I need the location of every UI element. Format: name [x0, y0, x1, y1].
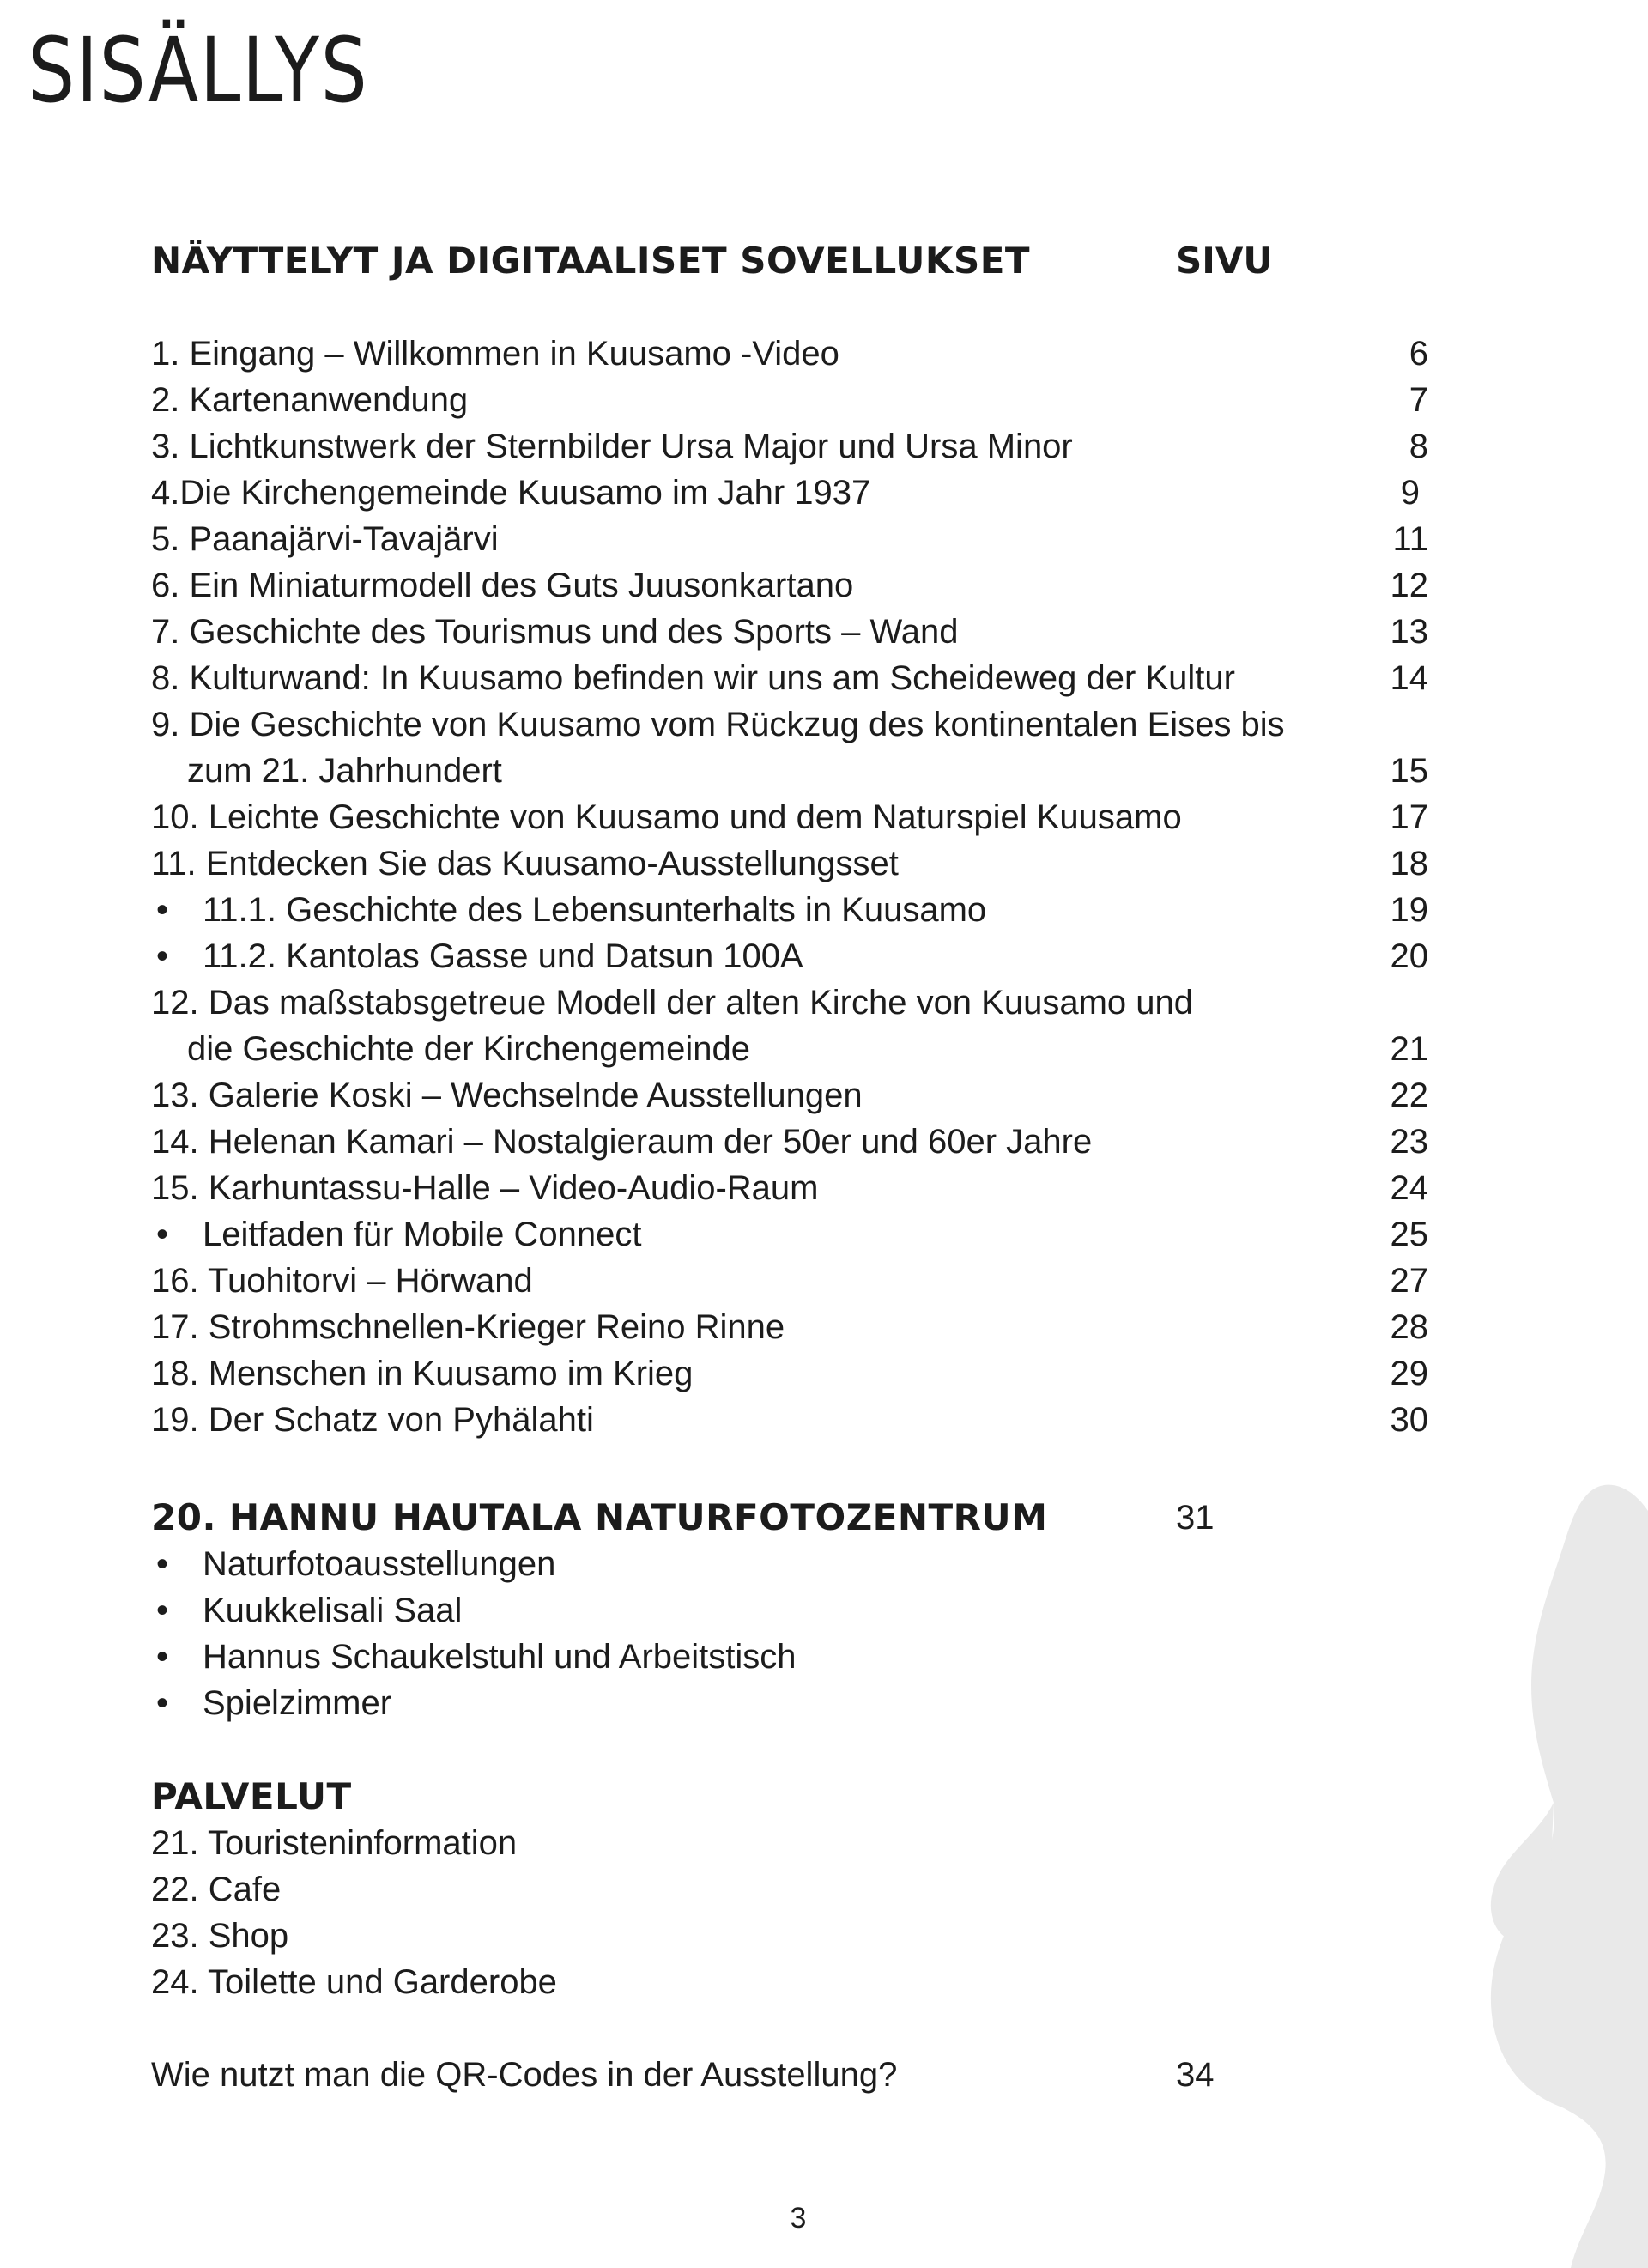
toc-entry[interactable]	[151, 470, 1428, 516]
item-text: 23. Shop	[151, 1917, 289, 1955]
toc-entry-page: 8	[1409, 428, 1428, 465]
service-item[interactable]	[151, 1866, 1428, 1913]
toc-entry[interactable]	[151, 1072, 1428, 1119]
toc-entry[interactable]	[151, 1119, 1428, 1165]
toc-entry[interactable]	[151, 423, 1428, 470]
toc-subentry[interactable]	[151, 1211, 1428, 1258]
toc-entry-page: 19	[1390, 891, 1428, 929]
toc-entry-page: 15	[1390, 752, 1428, 790]
bullet-icon: •	[156, 937, 169, 975]
toc-subentry[interactable]	[151, 887, 1428, 933]
service-item[interactable]	[151, 1913, 1428, 1959]
toc-entry[interactable]	[151, 1165, 1428, 1211]
toc-entry-page: 30	[1390, 1401, 1428, 1439]
toc-entry-page: 7	[1409, 381, 1428, 419]
toc-entry[interactable]	[151, 609, 1428, 655]
toc-entry[interactable]	[151, 1258, 1428, 1304]
page-number: 3	[790, 2202, 807, 2235]
page-title: SISÄLLYS	[28, 18, 369, 123]
toc-entry-page: 14	[1390, 659, 1428, 697]
toc-entry-text: zum 21. Jahrhundert	[187, 752, 502, 790]
toc-entry[interactable]	[151, 562, 1428, 609]
toc-entry-text: 11.1. Geschichte des Lebensunterhalts in Kuusamo	[203, 891, 987, 929]
toc-entry-text: 11. Entdecken Sie das Kuusamo-Ausstellungsset	[151, 845, 899, 882]
toc-entry-page: 12	[1390, 567, 1428, 604]
section-heading-exhibitions: NÄYTTELYT JA DIGITAALISET SOVELLUKSET	[151, 240, 1031, 282]
toc-entry-page: 24	[1390, 1169, 1428, 1207]
toc-entry-page: 9	[1400, 474, 1420, 512]
bullet-icon: •	[156, 1216, 169, 1253]
toc-subentry[interactable]	[151, 933, 1428, 979]
bullet-icon: •	[156, 1684, 169, 1722]
toc-entry-page: 25	[1390, 1216, 1428, 1253]
qr-codes-entry[interactable]	[151, 2052, 1428, 2098]
toc-entry-text: 10. Leichte Geschichte von Kuusamo und dem Naturspiel Kuusamo	[151, 798, 1182, 836]
toc-entry-continuation[interactable]	[151, 748, 1428, 794]
toc-entry-page: 27	[1390, 1262, 1428, 1300]
toc-entry-page: 28	[1390, 1308, 1428, 1346]
bear-watermark-icon	[1468, 1477, 1648, 2268]
toc-entry-continuation[interactable]	[151, 1026, 1428, 1072]
toc-entry-page: 29	[1390, 1355, 1428, 1392]
toc-entry[interactable]	[151, 1397, 1428, 1443]
toc-entry-text: 16. Tuohitorvi – Hörwand	[151, 1262, 533, 1300]
toc-entry[interactable]	[151, 840, 1428, 887]
toc-entry-page: 21	[1390, 1030, 1428, 1068]
section2-item[interactable]	[151, 1541, 1428, 1587]
toc-entry-page: 13	[1390, 613, 1428, 651]
toc-entry[interactable]	[151, 794, 1428, 840]
toc-entry-page: 23	[1390, 1123, 1428, 1161]
toc-entry-page: 20	[1390, 937, 1428, 975]
toc-entry[interactable]	[151, 377, 1428, 423]
bullet-icon: •	[156, 1545, 169, 1583]
toc-entry-text: 12. Das maßstabsgetreue Modell der alten Kirche von Kuusamo und	[151, 984, 1194, 1022]
toc-entry-page: 11	[1392, 520, 1428, 558]
toc-entry-text: 5. Paanajärvi-Tavajärvi	[151, 520, 499, 558]
section2-item[interactable]	[151, 1680, 1428, 1726]
toc-entry-text: 9. Die Geschichte von Kuusamo vom Rückzug des kontinentalen Eises bis	[151, 706, 1285, 743]
toc-entry-text: 14. Helenan Kamari – Nostalgieraum der 50er und 60er Jahre	[151, 1123, 1093, 1161]
toc-entry[interactable]	[151, 979, 1428, 1026]
item-text: Naturfotoausstellungen	[203, 1545, 556, 1583]
toc-entry-page: 18	[1390, 845, 1428, 882]
item-text: Hannus Schaukelstuhl und Arbeitstisch	[203, 1638, 797, 1676]
toc-entry[interactable]	[151, 1350, 1428, 1397]
toc-entry-text: 18. Menschen in Kuusamo im Krieg	[151, 1355, 694, 1392]
toc-entry[interactable]	[151, 1304, 1428, 1350]
toc-entry-text: 1. Eingang – Willkommen in Kuusamo -Video	[151, 335, 839, 373]
toc-entry[interactable]	[151, 655, 1428, 701]
section-heading-nature-photo-centre: 20. HANNU HAUTALA NATURFOTOZENTRUM	[151, 1496, 1048, 1538]
item-text: 21. Touristeninformation	[151, 1824, 518, 1862]
toc-entry-text: 8. Kulturwand: In Kuusamo befinden wir uns am Scheideweg der Kultur	[151, 659, 1235, 697]
section2-item[interactable]	[151, 1634, 1428, 1680]
section-page-number: 31	[1176, 1499, 1215, 1537]
item-text: 22. Cafe	[151, 1871, 282, 1908]
service-item[interactable]	[151, 1959, 1428, 2005]
toc-entry-text: 13. Galerie Koski – Wechselnde Ausstellungen	[151, 1076, 863, 1114]
toc-entry-text: Leitfaden für Mobile Connect	[203, 1216, 642, 1253]
toc-entry-text: 19. Der Schatz von Pyhälahti	[151, 1401, 594, 1439]
toc-entry-text: 3. Lichtkunstwerk der Sternbilder Ursa Major und Ursa Minor	[151, 428, 1073, 465]
toc-entry-text: 7. Geschichte des Tourismus und des Sports – Wand	[151, 613, 959, 651]
item-text: Wie nutzt man die QR-Codes in der Ausstellung?	[151, 2056, 898, 2094]
toc-entry-text: die Geschichte der Kirchengemeinde	[187, 1030, 750, 1068]
bullet-icon: •	[156, 891, 169, 929]
item-text: 24. Toilette und Garderobe	[151, 1963, 557, 2001]
toc-entry-page: 22	[1390, 1076, 1428, 1114]
toc-entry-text: 17. Strohmschnellen-Krieger Reino Rinne	[151, 1308, 785, 1346]
bullet-icon: •	[156, 1592, 169, 1629]
page-column-label: SIVU	[1176, 240, 1273, 282]
toc-entry[interactable]	[151, 330, 1428, 377]
toc-entry-text: 11.2. Kantolas Gasse und Datsun 100A	[203, 937, 803, 975]
item-text: Spielzimmer	[203, 1684, 392, 1722]
bullet-icon: •	[156, 1638, 169, 1676]
section2-item[interactable]	[151, 1587, 1428, 1634]
service-item[interactable]	[151, 1820, 1428, 1866]
toc-entry-page: 17	[1390, 798, 1428, 836]
toc-entry-text: 4.Die Kirchengemeinde Kuusamo im Jahr 1937	[151, 474, 871, 512]
qr-codes-page: 34	[1176, 2056, 1215, 2094]
toc-entry[interactable]	[151, 701, 1428, 748]
toc-entry-text: 15. Karhuntassu-Halle – Video-Audio-Raum	[151, 1169, 819, 1207]
toc-entry-text: 6. Ein Miniaturmodell des Guts Juusonkartano	[151, 567, 854, 604]
section-heading-services: PALVELUT	[151, 1775, 352, 1817]
toc-entry-text: 2. Kartenanwendung	[151, 381, 469, 419]
item-text: Kuukkelisali Saal	[203, 1592, 463, 1629]
toc-entry[interactable]	[151, 516, 1428, 562]
toc-entry-page: 6	[1409, 335, 1428, 373]
